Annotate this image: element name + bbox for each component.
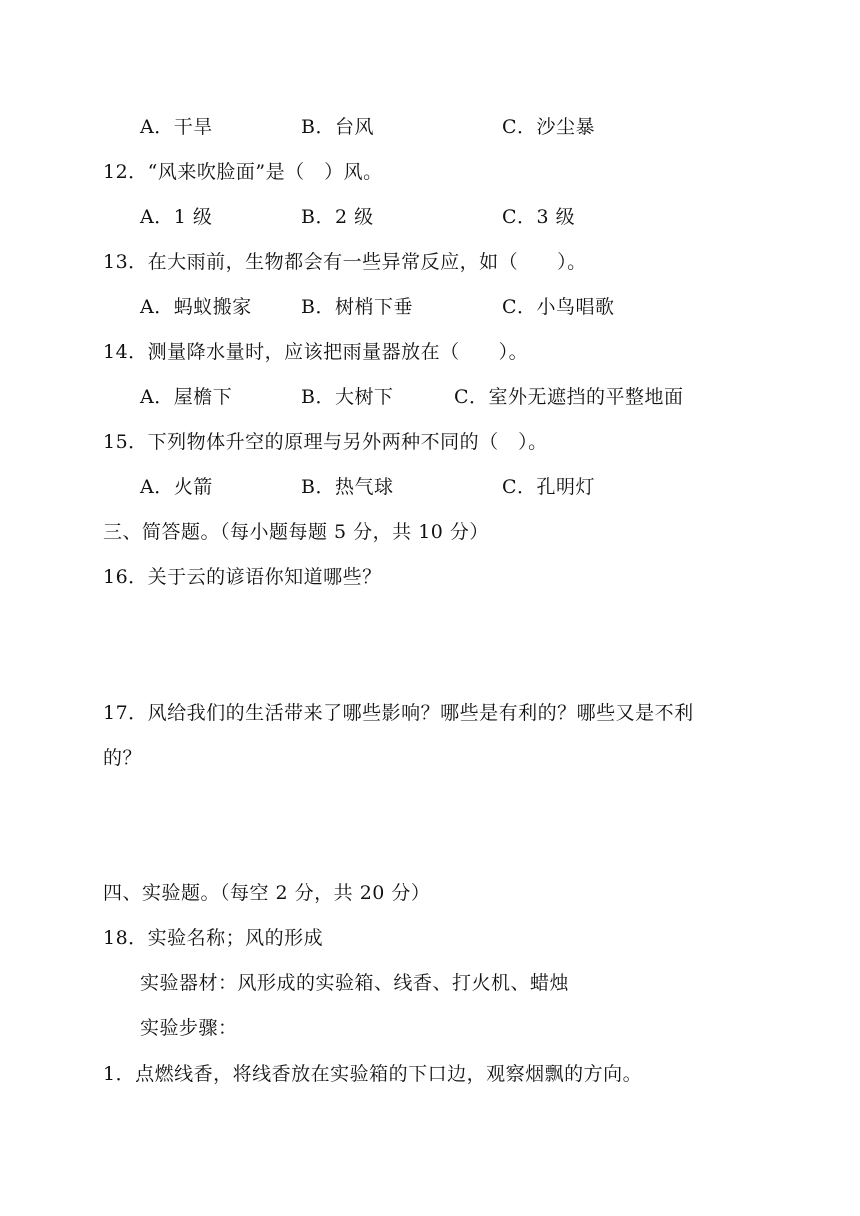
q12-stem: 12．“风来吹脸面”是（ ）风。 <box>103 161 383 183</box>
q13-stem: 13．在大雨前，生物都会有一些异常反应，如（ ）。 <box>103 251 587 273</box>
q18-materials: 实验器材：风形成的实验箱、线香、打火机、蜡烛 <box>140 972 570 994</box>
q11-option-b[interactable]: B．台风 <box>301 116 374 138</box>
q12-option-a[interactable]: A．1 级 <box>140 206 213 228</box>
q16-answer-area[interactable] <box>103 595 723 695</box>
q14-stem: 14．测量降水量时，应该把雨量器放在（ ）。 <box>103 341 529 363</box>
q18-step-1: 1．点燃线香，将线香放在实验箱的下口边，观察烟飘的方向。 <box>103 1063 643 1085</box>
q18-stem: 18．实验名称；风的形成 <box>103 927 324 949</box>
q15-option-a[interactable]: A．火箭 <box>140 476 213 498</box>
q11-option-c[interactable]: C．沙尘暴 <box>502 116 596 138</box>
q14-option-b[interactable]: B．大树下 <box>301 386 394 408</box>
q12-option-c[interactable]: C．3 级 <box>502 206 576 228</box>
q15-stem: 15．下列物体升空的原理与另外两种不同的（ ）。 <box>103 431 548 453</box>
q12-option-b[interactable]: B．2 级 <box>301 206 374 228</box>
q18-steps-label: 实验步骤： <box>140 1017 238 1039</box>
q13-option-c[interactable]: C．小鸟唱歌 <box>502 296 615 318</box>
q15-option-b[interactable]: B．热气球 <box>301 476 394 498</box>
q17-stem-line1: 17．风给我们的生活带来了哪些影响？哪些是有利的？哪些又是不利 <box>103 702 694 724</box>
q14-option-a[interactable]: A．屋檐下 <box>140 386 233 408</box>
section3-heading: 三、简答题。（每小题每题 5 分，共 10 分） <box>103 521 489 543</box>
q13-option-a[interactable]: A．蚂蚁搬家 <box>140 296 252 318</box>
q14-option-c[interactable]: C．室外无遮挡的平整地面 <box>454 386 684 408</box>
q11-option-a[interactable]: A．干旱 <box>140 116 213 138</box>
q13-option-b[interactable]: B．树梢下垂 <box>301 296 413 318</box>
q17-answer-area[interactable] <box>103 776 723 876</box>
q17-stem-line2: 的？ <box>103 747 143 769</box>
section4-heading: 四、实验题。（每空 2 分，共 20 分） <box>103 882 431 904</box>
q15-option-c[interactable]: C．孔明灯 <box>502 476 596 498</box>
q16-stem: 16．关于云的谚语你知道哪些？ <box>103 566 382 588</box>
